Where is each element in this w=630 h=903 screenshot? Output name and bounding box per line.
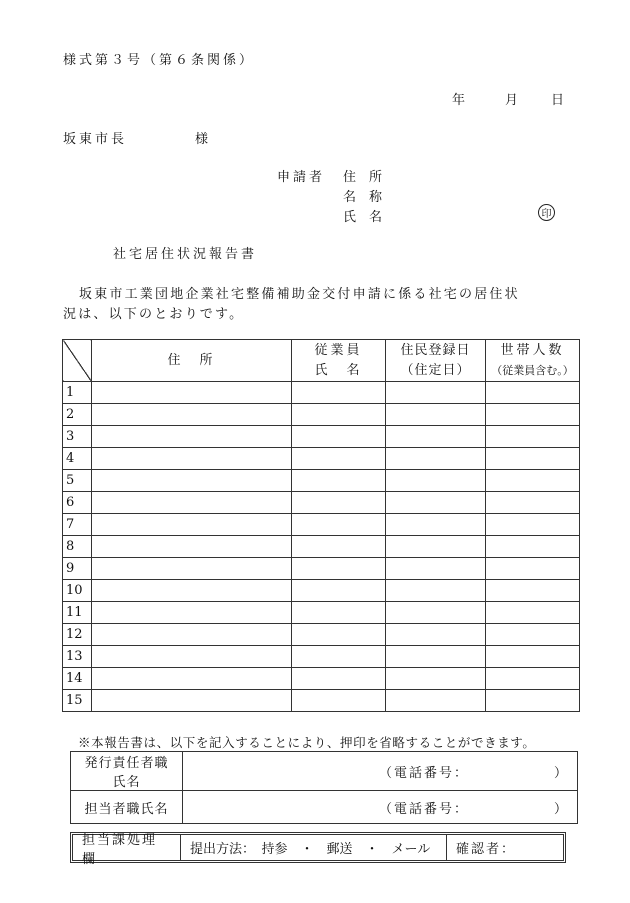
address-cell[interactable] (92, 668, 292, 690)
employee-cell[interactable] (292, 514, 386, 536)
header-household-line2: （従業員含む。） (491, 363, 574, 377)
submission-method: 提出方法： 持参 ・ 郵送 ・ メール (181, 835, 447, 860)
contact-phone-open: （電話番号： (379, 801, 470, 817)
issuer-field[interactable] (183, 752, 578, 791)
confirmer-label: 確認者： (456, 842, 517, 857)
employee-cell[interactable] (292, 646, 386, 668)
table-row (63, 646, 580, 668)
address-cell[interactable] (92, 448, 292, 470)
employee-cell[interactable] (292, 470, 386, 492)
date-day: 日 (551, 93, 565, 108)
household-cell[interactable] (486, 514, 580, 536)
seal-mark: 印 (538, 204, 555, 221)
table-row (63, 404, 580, 426)
notice-text: ※本報告書は、以下を記入することにより、押印を省略することができます。 (78, 735, 536, 750)
address-cell[interactable] (92, 404, 292, 426)
intro-line-1: 坂東市工業団地企業社宅整備補助金交付申請に係る社宅の居住状 (79, 287, 520, 302)
household-cell[interactable] (486, 492, 580, 514)
registration-cell[interactable] (386, 448, 486, 470)
table-row (63, 492, 580, 514)
employee-cell[interactable] (292, 624, 386, 646)
table-row (63, 602, 580, 624)
registration-cell[interactable] (386, 646, 486, 668)
addressee-name: 坂東市長 (63, 132, 128, 147)
dept-label: 担当課処理欄 (73, 835, 181, 860)
header-registration (386, 340, 486, 382)
applicant-label: 申請者 (277, 170, 326, 185)
employee-cell[interactable] (292, 404, 386, 426)
table-row (63, 580, 580, 602)
address-cell[interactable] (92, 514, 292, 536)
issuer-label: 発行責任者職氏名 (71, 752, 183, 791)
address-cell[interactable] (92, 646, 292, 668)
document-title: 社宅居住状況報告書 (113, 247, 258, 262)
address-cell[interactable] (92, 470, 292, 492)
residence-table (62, 339, 580, 712)
employee-cell[interactable] (292, 382, 386, 404)
employee-cell[interactable] (292, 558, 386, 580)
table-row (63, 558, 580, 580)
intro-line-2: 況は、以下のとおりです。 (63, 307, 245, 322)
header-registration-line1: 住民登録日 (400, 342, 471, 358)
registration-cell[interactable] (386, 580, 486, 602)
household-cell[interactable] (486, 470, 580, 492)
address-cell[interactable] (92, 580, 292, 602)
table-row (63, 668, 580, 690)
registration-cell[interactable] (386, 514, 486, 536)
registration-cell[interactable] (386, 404, 486, 426)
contact-label: 担当者職氏名 (71, 791, 183, 824)
row-number: 4 (63, 448, 92, 470)
registration-cell[interactable] (386, 426, 486, 448)
household-cell[interactable] (486, 690, 580, 712)
household-cell[interactable] (486, 448, 580, 470)
header-employee-line1: 従業員 (314, 342, 363, 358)
household-cell[interactable] (486, 426, 580, 448)
table-row (63, 624, 580, 646)
row-number: 5 (63, 470, 92, 492)
contact-field[interactable] (183, 791, 578, 824)
address-cell[interactable] (92, 558, 292, 580)
registration-cell[interactable] (386, 668, 486, 690)
issuer-phone-open: （電話番号： (379, 765, 470, 781)
employee-cell[interactable] (292, 536, 386, 558)
registration-cell[interactable] (386, 492, 486, 514)
processing-box (70, 832, 566, 867)
address-cell[interactable] (92, 602, 292, 624)
household-cell[interactable] (486, 382, 580, 404)
applicant-person-label: 氏 名 (343, 210, 383, 225)
registration-cell[interactable] (386, 558, 486, 580)
household-cell[interactable] (486, 646, 580, 668)
employee-cell[interactable] (292, 426, 386, 448)
row-number: 6 (63, 492, 92, 514)
table-row (63, 514, 580, 536)
addressee-honorific: 様 (195, 132, 209, 147)
applicant-address-label: 住 所 (343, 170, 383, 185)
registration-cell[interactable] (386, 382, 486, 404)
address-cell[interactable] (92, 690, 292, 712)
row-number: 7 (63, 514, 92, 536)
household-cell[interactable] (486, 668, 580, 690)
table-row (63, 382, 580, 404)
registration-cell[interactable] (386, 624, 486, 646)
row-number: 11 (63, 602, 92, 624)
header-registration-line2: （住定日） (400, 362, 471, 378)
date-year: 年 (452, 93, 466, 108)
header-employee-line2: 氏 名 (314, 362, 363, 378)
household-cell[interactable] (486, 624, 580, 646)
employee-cell[interactable] (292, 602, 386, 624)
row-number: 8 (63, 536, 92, 558)
household-cell[interactable] (486, 558, 580, 580)
issuer-phone-close: ） (553, 765, 569, 781)
row-number: 3 (63, 426, 92, 448)
registration-cell[interactable] (386, 470, 486, 492)
address-cell[interactable] (92, 426, 292, 448)
header-employee (292, 340, 386, 382)
employee-cell[interactable] (292, 668, 386, 690)
table-row (63, 690, 580, 712)
contact-phone-close: ） (553, 801, 569, 817)
date-month: 月 (505, 93, 519, 108)
row-number: 1 (63, 382, 92, 404)
header-household-line1: 世帯人数 (500, 342, 565, 358)
row-number: 14 (63, 668, 92, 690)
form-number: 様式第３号（第６条関係） (63, 53, 256, 68)
employee-cell[interactable] (292, 492, 386, 514)
address-cell[interactable] (92, 382, 292, 404)
table-row (63, 536, 580, 558)
corner-cell (63, 340, 92, 382)
row-number: 10 (63, 580, 92, 602)
address-cell[interactable] (92, 492, 292, 514)
employee-cell[interactable] (292, 448, 386, 470)
row-number: 15 (63, 690, 92, 712)
row-number: 9 (63, 558, 92, 580)
registration-cell[interactable] (386, 690, 486, 712)
address-cell[interactable] (92, 624, 292, 646)
address-cell[interactable] (92, 536, 292, 558)
table-row (63, 470, 580, 492)
contact-table (70, 751, 578, 824)
applicant-name-label: 名 称 (343, 190, 383, 205)
household-cell[interactable] (486, 404, 580, 426)
table-row (63, 426, 580, 448)
registration-cell[interactable] (386, 536, 486, 558)
employee-cell[interactable] (292, 580, 386, 602)
row-number: 12 (63, 624, 92, 646)
header-address: 住 所 (92, 340, 292, 382)
row-number: 2 (63, 404, 92, 426)
employee-cell[interactable] (292, 690, 386, 712)
header-household (486, 340, 580, 382)
registration-cell[interactable] (386, 602, 486, 624)
table-row (63, 448, 580, 470)
household-cell[interactable] (486, 580, 580, 602)
household-cell[interactable] (486, 536, 580, 558)
household-cell[interactable] (486, 602, 580, 624)
row-number: 13 (63, 646, 92, 668)
